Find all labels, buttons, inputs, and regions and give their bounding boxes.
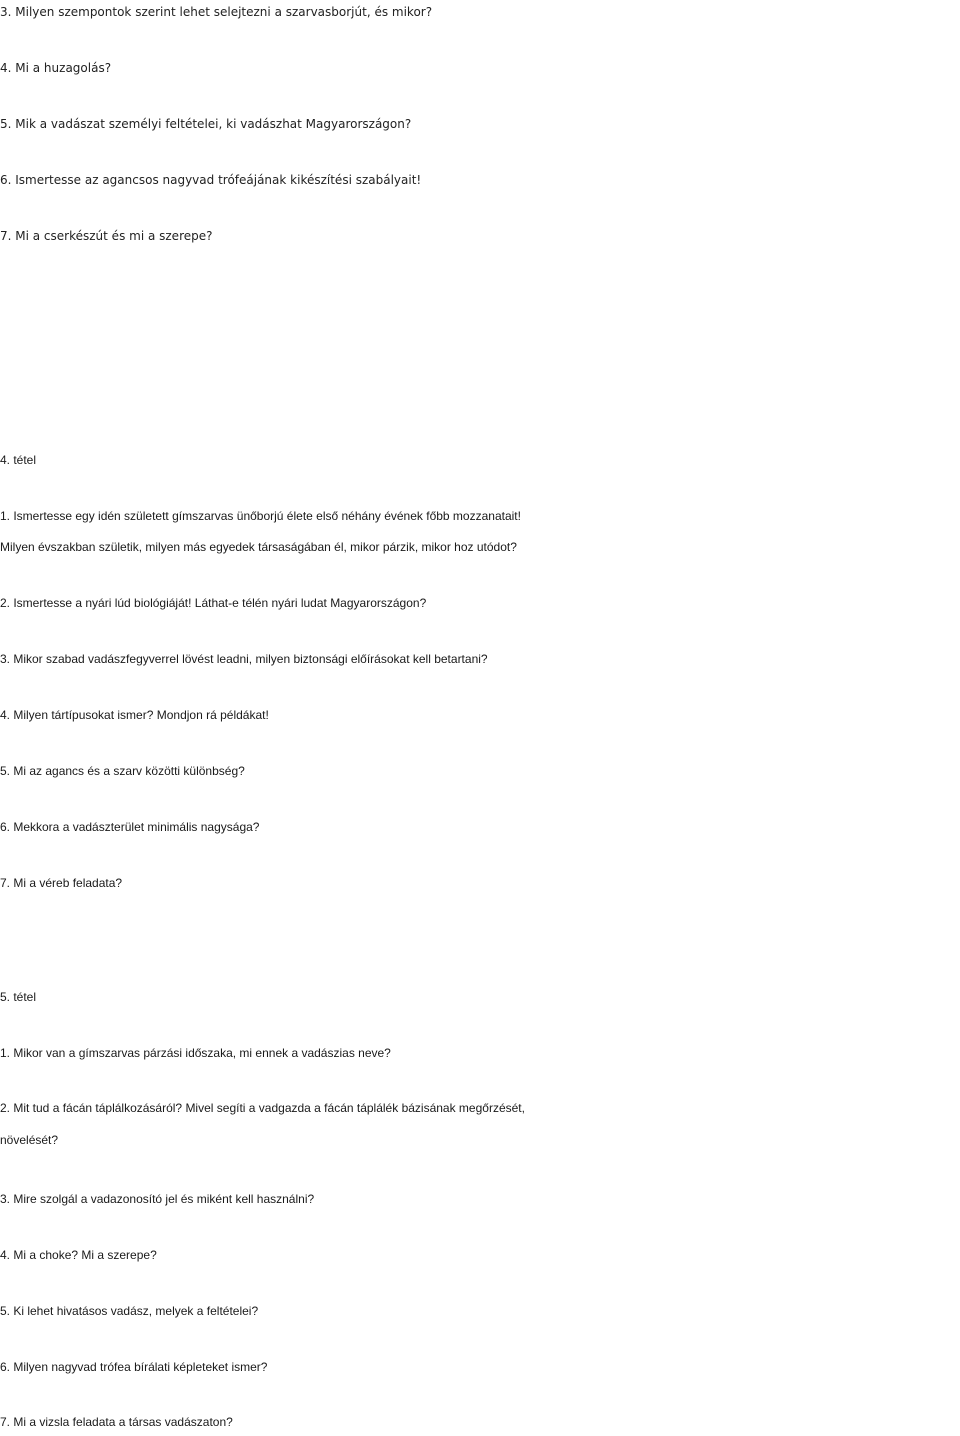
question-5-7: 7. Mi a vizsla feladata a társas vadászaton?	[0, 1415, 233, 1429]
question-3-3: 3. Milyen szempontok szerint lehet selejtezni a szarvasborjút, és mikor?	[0, 5, 433, 19]
question-3-7: 7. Mi a cserkészút és mi a szerepe?	[0, 229, 213, 243]
question-5-3: 3. Mire szolgál a vadazonosító jel és miként kell használni?	[0, 1192, 315, 1206]
question-5-4: 4. Mi a choke? Mi a szerepe?	[0, 1248, 157, 1262]
question-3-6: 6. Ismertesse az agancsos nagyvad trófeájának kikészítési szabályait!	[0, 173, 422, 187]
question-5-2-line-2: növelését?	[0, 1133, 59, 1147]
section-5-title: 5. tétel	[0, 990, 37, 1004]
question-5-6: 6. Milyen nagyvad trófea bírálati képleteket ismer?	[0, 1360, 268, 1374]
question-5-5: 5. Ki lehet hivatásos vadász, melyek a feltételei?	[0, 1304, 259, 1318]
question-4-5: 5. Mi az agancs és a szarv közötti különbség?	[0, 764, 245, 778]
question-3-5: 5. Mik a vadászat személyi feltételei, ki vadászhat Magyarországon?	[0, 117, 412, 131]
question-4-4: 4. Milyen tártípusokat ismer? Mondjon rá példákat!	[0, 708, 269, 722]
question-5-1: 1. Mikor van a gímszarvas párzási időszaka, mi ennek a vadászias neve?	[0, 1046, 391, 1060]
question-4-1-line-1: 1. Ismertesse egy idén született gímszarvas ünőborjú élete első néhány évének főbb mozzanatait!	[0, 509, 521, 523]
question-4-2: 2. Ismertesse a nyári lúd biológiáját! Láthat-e télén nyári ludat Magyarországon?	[0, 596, 427, 610]
question-3-4: 4. Mi a huzagolás?	[0, 61, 112, 75]
section-4-title: 4. tétel	[0, 453, 37, 467]
question-4-6: 6. Mekkora a vadászterület minimális nagysága?	[0, 820, 260, 834]
question-4-1-line-2: Milyen évszakban születik, milyen más egyedek társaságában él, mikor párzik, mikor hoz utódot?	[0, 540, 517, 554]
question-4-3: 3. Mikor szabad vadászfegyverrel lövést leadni, milyen biztonsági előírásokat kell betartani?	[0, 652, 488, 666]
question-4-7: 7. Mi a véreb feladata?	[0, 876, 123, 890]
question-5-2-line-1: 2. Mit tud a fácán táplálkozásáról? Mivel segíti a vadgazda a fácán táplálék bázisának megőrzését,	[0, 1101, 525, 1115]
